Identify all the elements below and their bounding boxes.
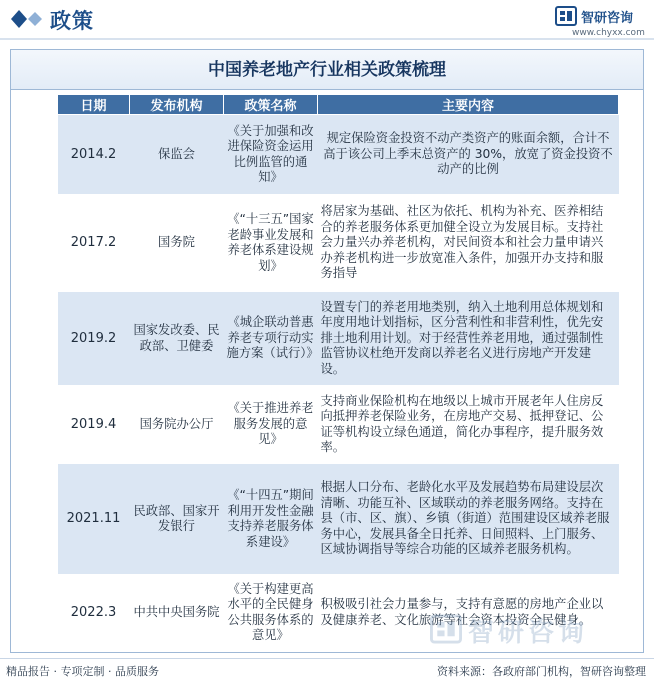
footer-slogan: 精品报告 · 专项定制 · 品质服务 [6, 665, 159, 678]
cell-policy: 《关于构建更高水平的全民健身公共服务体系的意见》 [224, 575, 318, 651]
cell-date: 2019.4 [58, 386, 130, 464]
cell-content: 积极吸引社会力量参与，支持有意愿的房地产企业以及健康养老、文化旅游等社会资本投资全民健身。 [318, 575, 619, 651]
table-row [58, 115, 619, 195]
cell-org: 国务院 [130, 195, 224, 292]
cell-content: 规定保险资金投资不动产类资产的账面余额，合计不高于该公司上季末总资产的 30%，放宽了资金投资不动产的比例 [318, 115, 619, 195]
page-footer [0, 658, 654, 681]
cell-date: 2014.2 [58, 115, 130, 195]
page-header [0, 0, 654, 40]
cell-org: 国务院办公厅 [130, 386, 224, 464]
column-header-content: 主要内容 [318, 95, 619, 115]
cell-policy: 《关于加强和改进保险资金运用比例监管的通知》 [224, 115, 318, 195]
cell-content: 支持商业保险机构在地级以上城市开展老年人住房反向抵押养老保险业务，在房地产交易、抵押登记、公证等机构设立绿色通道，简化办事程序，提升服务效率。 [318, 386, 619, 464]
cell-org: 国家发改委、民政部、卫健委 [130, 292, 224, 386]
table-title: 中国养老地产行业相关政策梳理 [11, 50, 643, 90]
cell-policy: 《“十三五”国家老龄事业发展和养老体系建设规划》 [224, 195, 318, 292]
cell-org: 中共中央国务院 [130, 575, 224, 651]
table-row [58, 292, 619, 386]
brand-logo-icon [555, 6, 577, 26]
watermark-logo-icon [430, 614, 462, 644]
cell-date: 2019.2 [58, 292, 130, 386]
cell-content: 设置专门的养老用地类别，纳入土地利用总体规划和年度用地计划指标，区分营利性和非营利性，优先安排土地利用计划。对于经营性养老用地，通过强制性监管协议杜绝开发商以养老名义进行房地产开发建设。 [318, 292, 619, 386]
cell-date: 2017.2 [58, 195, 130, 292]
watermark-text: 智研咨询 [468, 618, 589, 648]
watermark [430, 612, 640, 648]
column-header-date: 日期 [58, 95, 130, 115]
cell-org: 保监会 [130, 115, 224, 195]
brand-website: www.chyxx.com [572, 28, 645, 38]
diamond-icon [10, 9, 46, 29]
cell-content: 将居家为基础、社区为依托、机构为补充、医养相结合的养老服务体系更加健全设立为发展目标。支持社会力量兴办养老机构，对民间资本和社会力量申请兴办养老机构进一步放宽准入条件，加强开办支持和服务指导 [318, 195, 619, 292]
cell-policy: 《城企联动普惠养老专项行动实施方案（试行）》 [224, 292, 318, 386]
policy-table-frame [10, 49, 644, 653]
cell-org: 民政部、国家开发银行 [130, 464, 224, 575]
policy-table [57, 94, 619, 651]
cell-date: 2021.11 [58, 464, 130, 575]
column-header-policy: 政策名称 [224, 95, 318, 115]
cell-date: 2022.3 [58, 575, 130, 651]
table-row [58, 386, 619, 464]
footer-source: 资料来源：各政府部门机构，智研咨询整理 [437, 665, 646, 678]
table-header-row [58, 95, 619, 115]
brand-name: 智研咨询 [581, 11, 634, 26]
cell-policy: 《关于推进养老服务发展的意见》 [224, 386, 318, 464]
table-row [58, 195, 619, 292]
cell-content: 根据人口分布、老龄化水平及发展趋势布局建设层次清晰、功能互补、区域联动的养老服务网络。支持在县（市、区、旗）、乡镇（街道）范围建设区域养老服务中心，发展具备全日托养、日间照料、上门服务、区域协调指导等综合功能的区域养老服务机构。 [318, 464, 619, 575]
cell-policy: 《“十四五”期间利用开发性金融支持养老服务体系建设》 [224, 464, 318, 575]
column-header-org: 发布机构 [130, 95, 224, 115]
header-divider [0, 38, 654, 40]
section-title: 政策 [50, 9, 94, 33]
table-row [58, 464, 619, 575]
